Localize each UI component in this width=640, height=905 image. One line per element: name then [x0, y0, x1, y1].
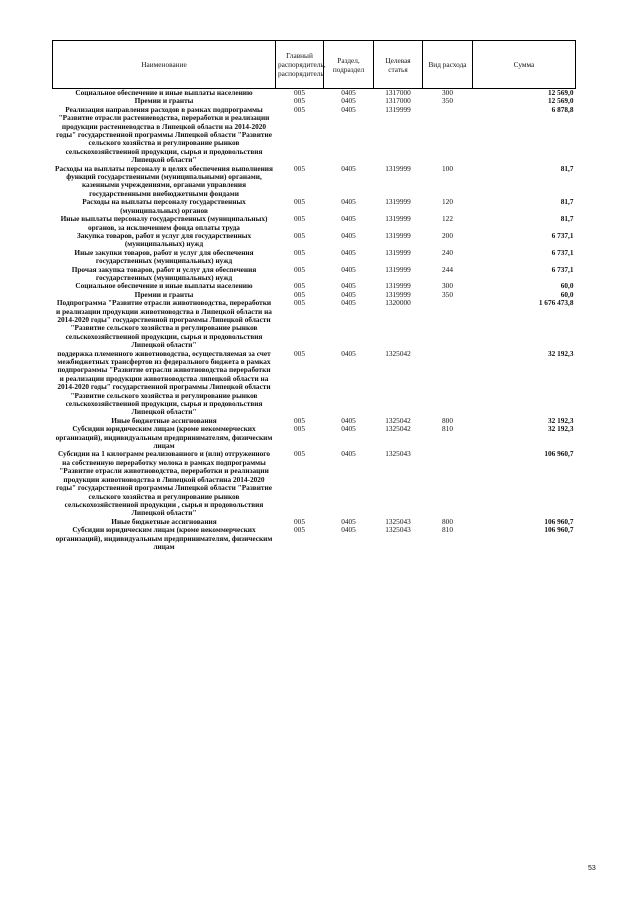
row-sum: 106 960,7	[544, 516, 574, 526]
header-razdel: Раздел, подраздел	[324, 41, 374, 89]
row-razdel: 0405	[341, 96, 356, 106]
row-expense-type: 122	[442, 214, 453, 224]
row-sum: 106 960,7	[544, 449, 574, 459]
row-razdel: 0405	[341, 247, 356, 257]
row-razdel: 0405	[341, 298, 356, 308]
row-expense-type: 350	[442, 289, 453, 299]
row-grbs: 005	[294, 449, 305, 459]
row-razdel: 0405	[341, 88, 356, 97]
row-sum: 32 192,3	[547, 424, 574, 434]
row-grbs: 005	[294, 264, 305, 274]
row-razdel: 0405	[341, 230, 356, 240]
row-name: Субсидии юридическим лицам (кроме некоммерческих организаций), индивидуальным предпринимателям, физическим лицам	[55, 525, 273, 551]
row-sum: 32 192,3	[547, 415, 574, 425]
row-razdel: 0405	[341, 214, 356, 224]
row-expense-type: 800	[442, 415, 453, 425]
row-razdel: 0405	[341, 348, 356, 358]
row-grbs: 005	[294, 214, 305, 224]
table-row	[53, 526, 576, 551]
row-razdel: 0405	[341, 415, 356, 425]
budget-table	[52, 40, 576, 551]
table-row	[53, 215, 576, 232]
row-name: Расходы на выплаты персоналу государственных (муниципальных) органов	[82, 197, 246, 215]
row-name: Субсидии на 1 килограмм реализованного и (или) отгруженного на собственную переработку молока в рамках подпрограммы "Развитие отрасли животноводства, переработки и реализации продукции животноводства в Липецкой областина 2014-2020 годы" государственной программы Липецкой области "Развитие сельского хозяйства и регулирование рынков сельскохозяйственной продукции , сырья и продовольствия Липецкой области"	[56, 449, 272, 518]
row-expense-type: 810	[442, 424, 453, 434]
row-name: Иные закупки товаров, работ и услуг для обеспечения государственных (муниципальных) нужд	[74, 247, 254, 266]
row-name: Расходы на выплаты персоналу в целях обеспечения выполнения функций государственными (муниципальными) органами, казенными учреждениями, органами управления государственными внебюджетными фондами	[55, 163, 273, 198]
row-name: Социальное обеспечение и иные выплаты населению	[75, 88, 253, 97]
header-name: Наименование	[53, 41, 276, 89]
row-name: Социальное обеспечение и иные выплаты населению	[75, 281, 253, 291]
row-razdel: 0405	[341, 424, 356, 434]
row-razdel: 0405	[341, 104, 356, 114]
row-razdel: 0405	[341, 449, 356, 459]
row-sum: 106 960,7	[544, 525, 574, 535]
row-grbs: 005	[294, 298, 305, 308]
row-target-article: 1319999	[385, 289, 411, 299]
row-expense-type: 350	[442, 96, 453, 106]
row-target-article: 1325042	[385, 415, 411, 425]
row-target-article: 1317000	[385, 88, 411, 97]
row-expense-type: 300	[442, 281, 453, 291]
row-target-article: 1319999	[385, 214, 411, 224]
row-expense-type: 800	[442, 516, 453, 526]
row-grbs: 005	[294, 104, 305, 114]
row-target-article: 1319999	[385, 163, 411, 173]
row-razdel: 0405	[341, 525, 356, 535]
row-razdel: 0405	[341, 281, 356, 291]
row-target-article: 1320000	[385, 298, 411, 308]
row-name: Субсидии юридическим лицам (кроме некоммерческих организаций), индивидуальным предпринимателям, физическим лицам	[55, 424, 273, 451]
row-expense-type	[423, 350, 473, 417]
row-name: Иные выплаты персоналу государственных (муниципальных) органов, за исключением фонда оплаты труда	[60, 214, 268, 232]
row-target-article: 1319999	[385, 197, 411, 207]
row-expense-type	[423, 299, 473, 349]
table-row	[53, 232, 576, 249]
header-row	[53, 41, 576, 89]
row-razdel: 0405	[341, 197, 356, 207]
row-expense-type	[423, 106, 473, 165]
row-target-article: 1325043	[385, 525, 411, 535]
row-sum: 81,7	[560, 163, 574, 173]
row-grbs: 005	[294, 348, 305, 358]
row-name: Реализация направления расходов в рамках подпрограммы "Развитие отрасли растениеводства, переработки и реализации продукции растениеводства в Липецкой области на 2014-2020 годы" государственной программы Липецкой области "Развитие сельского хозяйства и регулирование рынков сельскохозяйственной продукции, сырья и продовольствия Липецкой области"	[56, 104, 272, 165]
row-target-article: 1319999	[385, 264, 411, 274]
row-sum: 32 192,3	[547, 348, 574, 358]
row-razdel: 0405	[341, 163, 356, 173]
row-target-article: 1319999	[385, 230, 411, 240]
row-sum: 1 676 473,8	[538, 298, 574, 308]
row-grbs: 005	[294, 424, 305, 434]
row-target-article: 1325043	[385, 516, 411, 526]
row-expense-type: 244	[442, 264, 453, 274]
table-header	[53, 41, 576, 89]
header-expense-type: Вид расхода	[423, 41, 473, 89]
row-target-article: 1325042	[385, 424, 411, 434]
row-expense-type: 120	[442, 197, 453, 207]
row-sum: 6 737,1	[551, 230, 574, 240]
table-row	[53, 450, 576, 517]
row-name: Иные бюджетные ассигнования	[111, 516, 217, 526]
row-expense-type: 100	[442, 163, 453, 173]
row-expense-type: 240	[442, 247, 453, 257]
table-row	[53, 425, 576, 450]
row-target-article: 1317000	[385, 96, 411, 106]
header-target-article: Целевая статья	[374, 41, 423, 89]
row-grbs: 005	[294, 525, 305, 535]
row-grbs: 005	[294, 247, 305, 257]
table-row	[53, 282, 576, 290]
table-body	[53, 89, 576, 552]
row-name: Подпрограмма "Развитие отрасли животноводства, переработки и реализации продукции животноводства в Липецкой области на 2014-2020 годы" государственной программы Липецкой области "Развитие сельского хозяйства и регулирование рынков сельскохозяйственной продукции, сырья и продовольствия Липецкой области"	[56, 298, 272, 350]
row-sum: 12 569,0	[547, 96, 574, 106]
table-row	[53, 266, 576, 283]
row-target-article: 1319999	[385, 104, 411, 114]
row-razdel: 0405	[341, 264, 356, 274]
table-row	[53, 89, 576, 98]
row-target-article: 1319999	[385, 247, 411, 257]
row-expense-type: 200	[442, 230, 453, 240]
row-sum: 6 878,8	[551, 104, 574, 114]
header-sum: Сумма	[473, 41, 576, 89]
row-grbs: 005	[294, 88, 305, 97]
row-grbs: 005	[294, 281, 305, 291]
row-sum: 81,7	[560, 214, 574, 224]
row-grbs: 005	[294, 289, 305, 299]
row-name: Премии и гранты	[134, 96, 194, 106]
row-expense-type: 810	[442, 525, 453, 535]
row-name: Премии и гранты	[134, 289, 194, 299]
row-name: Прочая закупка товаров, работ и услуг для обеспечения государственных (муниципальных) нужд	[71, 264, 257, 282]
table-row	[53, 249, 576, 266]
row-grbs: 005	[294, 516, 305, 526]
row-sum: 6 737,1	[551, 264, 574, 274]
row-name: Иные бюджетные ассигнования	[111, 415, 217, 425]
row-sum: 12 569,0	[547, 88, 574, 97]
row-target-article: 1325042	[385, 348, 411, 358]
row-expense-type	[423, 450, 473, 517]
table-row	[53, 198, 576, 215]
row-name: поддержка племенного животноводства, осуществляемая за счет межбюджетных трансфертов из федерального бюджета в рамках подпрограммы "Развитие отрасли животноводства переработки и реализации продукции животноводства липецкой области на 2014-2020 годы" государственной программы Липецкой области "Развитие сельского хозяйства и регулирование рынков сельскохозяйственной продукции, сырья и продовольствия Липецкой области"	[57, 348, 271, 417]
row-sum: 6 737,1	[551, 247, 574, 257]
row-target-article: 1319999	[385, 281, 411, 291]
table-row	[53, 350, 576, 417]
row-sum: 81,7	[560, 197, 574, 207]
row-expense-type: 300	[442, 88, 453, 97]
table-row	[53, 165, 576, 199]
table-row	[53, 299, 576, 349]
row-sum: 60,0	[560, 281, 574, 291]
row-grbs: 005	[294, 163, 305, 173]
row-sum: 60,0	[560, 289, 574, 299]
row-target-article: 1325043	[385, 449, 411, 459]
row-grbs: 005	[294, 415, 305, 425]
row-razdel: 0405	[341, 516, 356, 526]
row-name: Закупка товаров, работ и услуг для государственных (муниципальных) нужд	[76, 230, 252, 249]
page-number: 53	[588, 865, 596, 872]
row-grbs: 005	[294, 197, 305, 207]
table-row	[53, 106, 576, 165]
row-grbs: 005	[294, 96, 305, 106]
header-grbs: Главный распорядитель, распорядитель	[276, 41, 324, 89]
row-razdel: 0405	[341, 289, 356, 299]
row-grbs: 005	[294, 230, 305, 240]
